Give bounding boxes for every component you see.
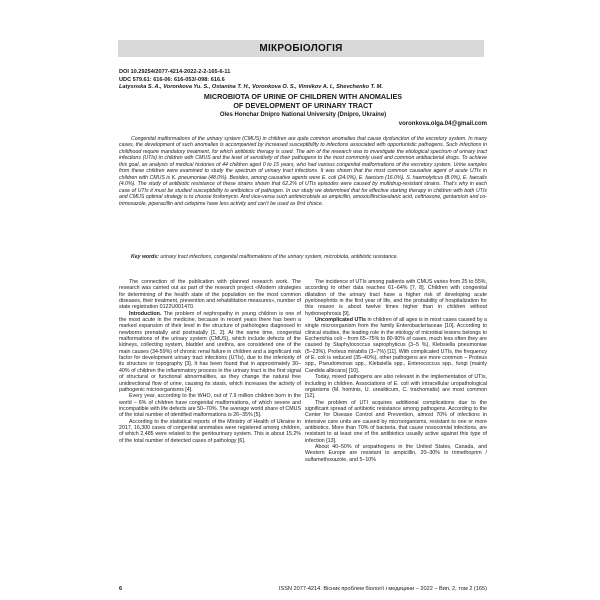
affiliation: Oles Honchar Dnipro National University (Dnipro, Ukraine) bbox=[219, 112, 387, 118]
paragraph-who: Every year, according to the WHO, out of 7.9 million children born in the world – 6% of children have congenital malformations, of which severe and incompatible with life defects are 50–70%. The average world share of CMUS of the total number of identified malformations is 26–35% [5]. bbox=[119, 393, 301, 419]
left-column bbox=[119, 279, 301, 444]
paragraph-connection: The connection of the publication with planned research work. The research was carried out as part of the research project «Modern strategies for determining of the health state of the population on the most common diseases, their treatment, prevention and rehabilitation measures», number of state registration 0122U001470. bbox=[119, 279, 301, 311]
uncomplicated-label: Uncomplicated UTIs bbox=[315, 317, 366, 324]
abstract-text: Congenital malformations of the urinary system (CMUS) in children are quite common anomalies that cause dysfunction of the excretory system. In many cases, the development of such anomalies is accompanied by increased susceptibility to infections associated with opportunistic pathogens. Such infections in childhood require mandatory treatment, for which antibiotic therapy is used. The aim of the research was to investigate the etiological spectrum of urinary tract infections (UTIs) in children with CMUS and the level of sensitivity of their pathogens to the most commonly used and common antibacterial drugs. To achieve this goal, an analysis of medical histories of 44 children aged 0 to 15 years, who had various congenital malformations of the excretory system. Urine samples from these children were examined to study the spectrum of urinary tract infections. It was shown that the most common causative agent of acute UTIs in children with CMUS is K. pneumoniae (48.0%). Besides, among causative agents were E. coli (24.0%), E. faecium (16.0%), S. haemolyticus (8.0%), E. faecalis (4.0%). The study of antibiotic resistance of these strains shown that 62.2% of UTIs episodes were caused by multidrug-resistant strains. That’s why in each case of UTIs it must be studied susceptibility to antibiotics of pathogen. In our study we determined that for effective starting therapy in children with both UTIs and CMUS optimal strategy is to choose fosfomycin. And vice-versa such antimicrobials as ampicillin, amoxicillin/clavulanic acid, ceftriaxone, gentamicin and co-trimoxazole, piperacillin and cefepime have less activity and can’t be used as first choice. bbox=[119, 136, 487, 207]
section-title: МІКРОБІОЛОГІЯ bbox=[259, 43, 343, 54]
authors: Latysnska S. A., Voronkova Yu. S., Ostanina T. H., Voronkova O. S., Vinnikov A. I., Shevchenko T. M. bbox=[119, 84, 383, 90]
introduction-text: The problem of nephropathy in young children is one of the most acute in the medicine, because in recent years there has been a marked expansion of their level in the structure of pathologies diagnosed in newborns prenatally and postnatally [1, 2]. At the same time, congenital malformations of the urinary system (CMUS), which include defects of the kidneys, collecting system, bladder and urethra, are considered one of the main causes (34-59%) of chronic renal failure in children and a significant risk factor for development urinary tract infections (UTIs), due to the inferiority of its structure or topography [3]. It has been found that in approximately 30–40% of children the inflammatory process in the urinary tract is the first signal of structural or functional abnormalities, as they change the natural free unidirectional flow of urine, causing its stasis, which increases the activity of pathogenic microorganisms [4]. bbox=[119, 310, 301, 393]
paragraph-uncomplicated bbox=[305, 317, 487, 374]
title-line-1: MICROBIOTA OF URINE OF CHILDREN WITH ANOMALIES bbox=[203, 92, 403, 101]
paragraph-introduction bbox=[119, 311, 301, 393]
page-number: 6 bbox=[119, 586, 123, 592]
paragraph-uropathogens: About 40–50% of uropathogens in the United States, Canada, and Western Europe are resistant to ampicillin, 20–30% to trimethoprim / sulfamethoxazole, and 5–10% bbox=[305, 443, 487, 463]
keywords-label: Key words: bbox=[131, 254, 159, 260]
uncomplicated-text: in children of all ages is in most cases caused by a single microorganism from the family Enterobacteriaceae [10]. According to clinical studies, the leading role in the etiology of microbial lesions belongs to Escherichia coli – from 65–75% to 80-90% of cases, much less often they are caused by Staphylococcus saprophyticus (3–5 %), Klebsiella pneumoniae (5–23%), Proteus mirabilis (3–7%) [11]. With complicated UTIs, the frequency of E. coli is reduced (35–40%), other pathogens are more common – Proteus spp., Pseudomonas spp., Klebsiella spp., Enterococcus spp., fungi (mainly Candida albicans) [10]. bbox=[305, 317, 487, 374]
article-title bbox=[119, 93, 487, 111]
paragraph-incidence: The incidence of UTIs among patients with CMUS varies from 25 to 55%, according to other data reaches 61–64% [7, 8]. Children with congenital dilatation of the urinary tract have a higher risk of developing acute pyelonephritis in the first year of life, and the probability of hospitalization for this reason is about twelve times higher than in children without hydronephrosis [9]. bbox=[305, 279, 487, 317]
email[interactable]: voronkova.olga.04@gmail.com bbox=[398, 121, 487, 127]
udc: UDC 579.61: 616-06: 616-053/-098: 616.6 bbox=[119, 76, 225, 83]
paragraph-ukraine-stats: According to the statistical reports of the Ministry of Health of Ukraine in 2017, 16,300 cases of congenital anomalies were registered among children, of which 2,485 were related to the genitourinary system. This is about 15.2% of the total number of detected cases of pathology [6]. bbox=[119, 418, 301, 444]
journal-issn: ISSN 2077-4214. Вісник проблем біології і медицини – 2022 – Вип. 2, том 2 (165) bbox=[278, 586, 487, 592]
introduction-label: Introduction. bbox=[129, 310, 162, 317]
abstract bbox=[119, 136, 487, 207]
doi: DOI 10.29254/2077-4214-2022-2-2-165-6-11 bbox=[119, 69, 231, 75]
section-header bbox=[118, 40, 484, 57]
paragraph-resistance: The problem of UTI acquires additional complications due to the significant spread of antibiotic resistance among pathogens. According to the Center for Disease Control and Prevention, almost 70% of infections in intensive care units are caused by microorganisms, resistant to one or more antibiotics. More than 70% of bacteria, that cause nosocomial infections, are resistant to at least one of the antibiotics usually active against this type of infection [13]. bbox=[305, 399, 487, 444]
page-footer bbox=[119, 585, 487, 593]
keywords-text: urinary tract infections, congenital malformations of the urinary system, microbiota, antibiotic resistance. bbox=[160, 254, 398, 260]
right-column bbox=[305, 279, 487, 463]
keywords bbox=[119, 254, 487, 260]
paragraph-mixed: Today, mixed pathogens are also relevant in the implementation of UTIs, including in children. Associations of E. coli with intracellular uropathological organisms (M. hominis, U. urealiticum, C. trachomatis) are most common [12]. bbox=[305, 374, 487, 400]
title-line-2: OF DEVELOPMENT OF URINARY TRACT bbox=[233, 100, 373, 110]
